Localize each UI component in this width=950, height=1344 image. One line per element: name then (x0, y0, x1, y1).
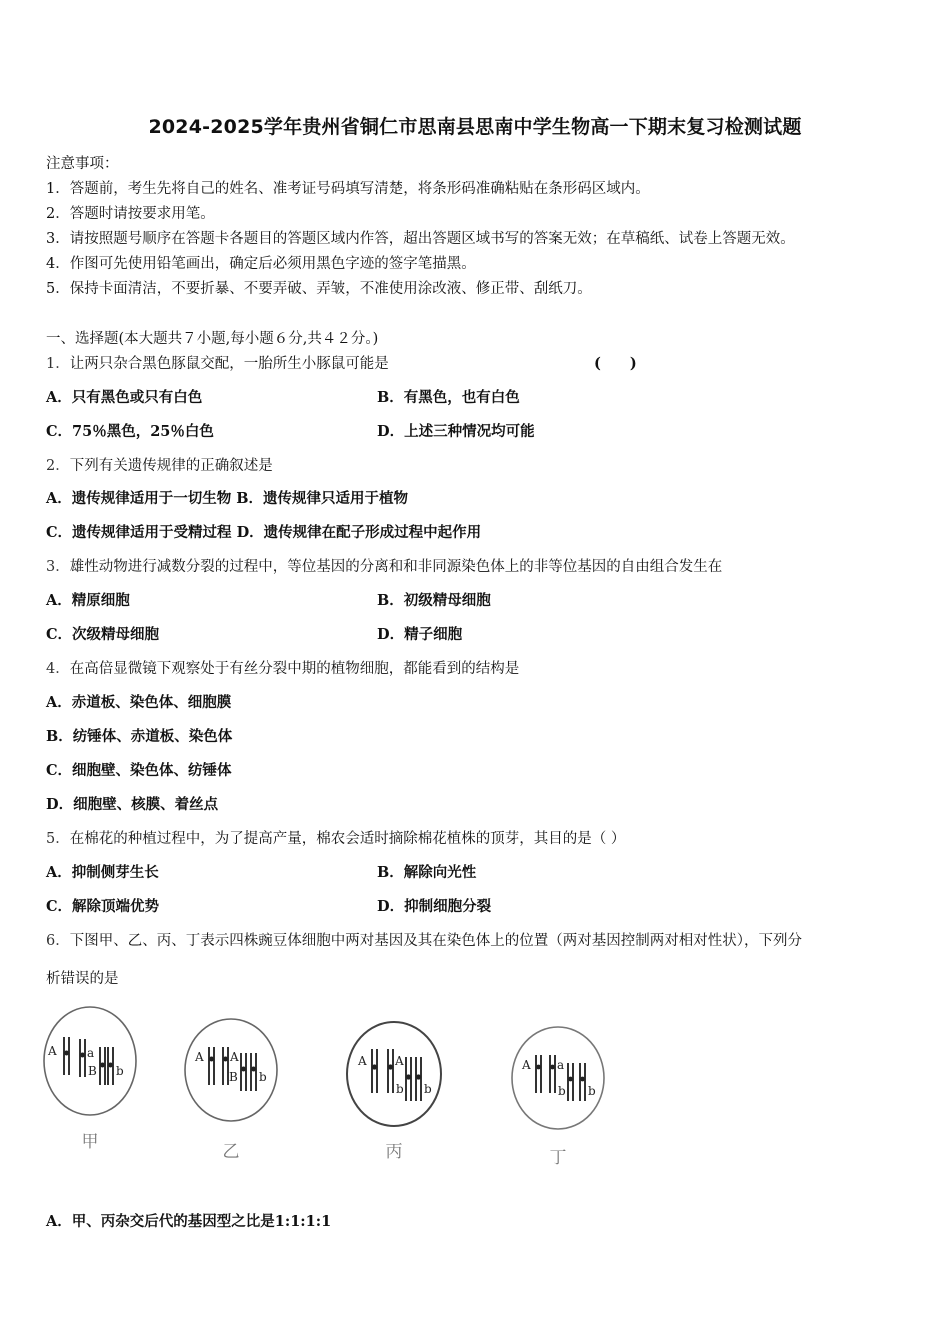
cell-diagram (344, 1019, 444, 1129)
question-text: 下列有关遗传规律的正确叙述是 (69, 458, 273, 474)
question-text: 雄性动物进行减数分裂的过程中，等位基因的分离和和非同源染色体上的非等位基因的自由组合发生在 (69, 559, 723, 575)
question-text: 让两只杂合黑色豚鼠交配，一胎所生小豚鼠可能是 (69, 356, 389, 372)
question-4 (46, 657, 519, 678)
option-d: D．细胞壁、核膜、着丝点 (46, 796, 219, 813)
question-1 (46, 352, 389, 373)
cell-diagram (510, 1025, 606, 1131)
option-a: A．甲、丙杂交后代的基因型之比是1:1:1:1 (46, 1213, 332, 1230)
question-3 (46, 555, 722, 576)
cell-caption: 乙 (222, 1142, 240, 1162)
option-a: A．抑制侧芽生长 (46, 864, 159, 881)
cell-caption: 丙 (385, 1142, 403, 1162)
gene-label: A (395, 1054, 404, 1068)
gene-label: B (229, 1070, 238, 1084)
notice-item: 5．保持卡面清洁，不要折暴、不要弄破、弄皱，不准使用涂改液、修正带、刮纸刀。 (46, 281, 592, 297)
gene-label: b (424, 1082, 432, 1096)
cell-diagram (42, 1005, 138, 1117)
question-number: 6． (46, 933, 70, 949)
option-d: D．抑制细胞分裂 (377, 898, 492, 915)
option-c: C．次级精母细胞 (46, 626, 160, 643)
option-d: D．上述三种情况均可能 (377, 423, 535, 440)
answer-paren: ( ) (594, 355, 637, 372)
question-text: 在棉花的种植过程中，为了提高产量，棉农会适时摘除棉花植株的顶芽，其目的是（ ） (69, 831, 626, 847)
question-text: 在高倍显微镜下观察处于有丝分裂中期的植物细胞，都能看到的结构是 (69, 661, 520, 677)
gene-label: A (522, 1058, 531, 1072)
gene-label: A (358, 1054, 367, 1068)
cell-yi (183, 1017, 279, 1162)
gene-label: b (396, 1082, 404, 1096)
option-c: C．75％黑色，25％白色 (46, 423, 214, 440)
option-c: C．细胞壁、染色体、纺锤体 (46, 762, 232, 779)
question-6 (46, 929, 802, 950)
chromosome-figure (40, 1005, 620, 1175)
option-c: C．解除顶端优势 (46, 898, 160, 915)
gene-label: a (557, 1058, 565, 1072)
notice-item: 4．作图可先使用铅笔画出，确定后必须用黑色字迹的签字笔描黑。 (46, 256, 476, 272)
option-b: B．解除向光性 (377, 864, 477, 881)
question-2 (46, 454, 273, 475)
notice-item: 1．答题前，考生先将自己的姓名、准考证号码填写清楚，将条形码准确粘贴在条形码区域内。 (46, 181, 650, 197)
gene-label: a (87, 1046, 95, 1060)
option-b: B．纺锤体、赤道板、染色体 (46, 728, 233, 745)
cell-jia (42, 1005, 138, 1152)
question-number: 1． (46, 356, 70, 372)
option-d: D．精子细胞 (377, 626, 463, 643)
question-number: 4． (46, 661, 70, 677)
question-number: 3． (46, 559, 70, 575)
question-text: 下图甲、乙、丙、丁表示四株豌豆体细胞中两对基因及其在染色体上的位置（两对基因控制两对相对性状），下列分 (69, 933, 802, 949)
option-a: A．精原细胞 (46, 592, 130, 609)
notice-item: 2．答题时请按要求用笔。 (46, 206, 215, 222)
gene-label: A (230, 1050, 239, 1064)
gene-label: b (588, 1084, 596, 1098)
cell-caption: 甲 (81, 1132, 99, 1152)
question-number: 5． (46, 831, 70, 847)
option-cd: C．遗传规律适用于受精过程 D．遗传规律在配子形成过程中起作用 (46, 524, 482, 541)
option-b: B．有黑色，也有白色 (377, 389, 520, 406)
gene-label: A (48, 1044, 57, 1058)
cell-ding (510, 1025, 606, 1168)
gene-label: b (259, 1070, 267, 1084)
cell-caption: 丁 (549, 1148, 567, 1168)
cell-diagram (183, 1017, 279, 1123)
question-5 (46, 827, 625, 848)
gene-label: B (88, 1064, 97, 1078)
cell-bing (344, 1019, 444, 1162)
gene-label: A (195, 1050, 204, 1064)
option-a: A．只有黑色或只有白色 (46, 389, 203, 406)
page-title: 2024-2025学年贵州省铜仁市思南县思南中学生物高一下期末复习检测试题 (148, 116, 802, 138)
gene-label: b (116, 1064, 124, 1078)
option-a: A．赤道板、染色体、细胞膜 (46, 694, 232, 711)
question-text-cont: 析错误的是 (46, 971, 119, 987)
gene-label: b (558, 1084, 566, 1098)
question-number: 2． (46, 458, 70, 474)
option-b: B．初级精母细胞 (377, 592, 491, 609)
section-header: 一、选择题(本大题共７小题,每小题６分,共４２分。) (46, 331, 379, 347)
notice-heading: 注意事项： (46, 156, 119, 172)
option-ab: A．遗传规律适用于一切生物 B．遗传规律只适用于植物 (46, 490, 409, 507)
notice-item: 3．请按照题号顺序在答题卡各题目的答题区域内作答，超出答题区域书写的答案无效；在草稿纸、试卷上答题无效。 (46, 231, 795, 247)
